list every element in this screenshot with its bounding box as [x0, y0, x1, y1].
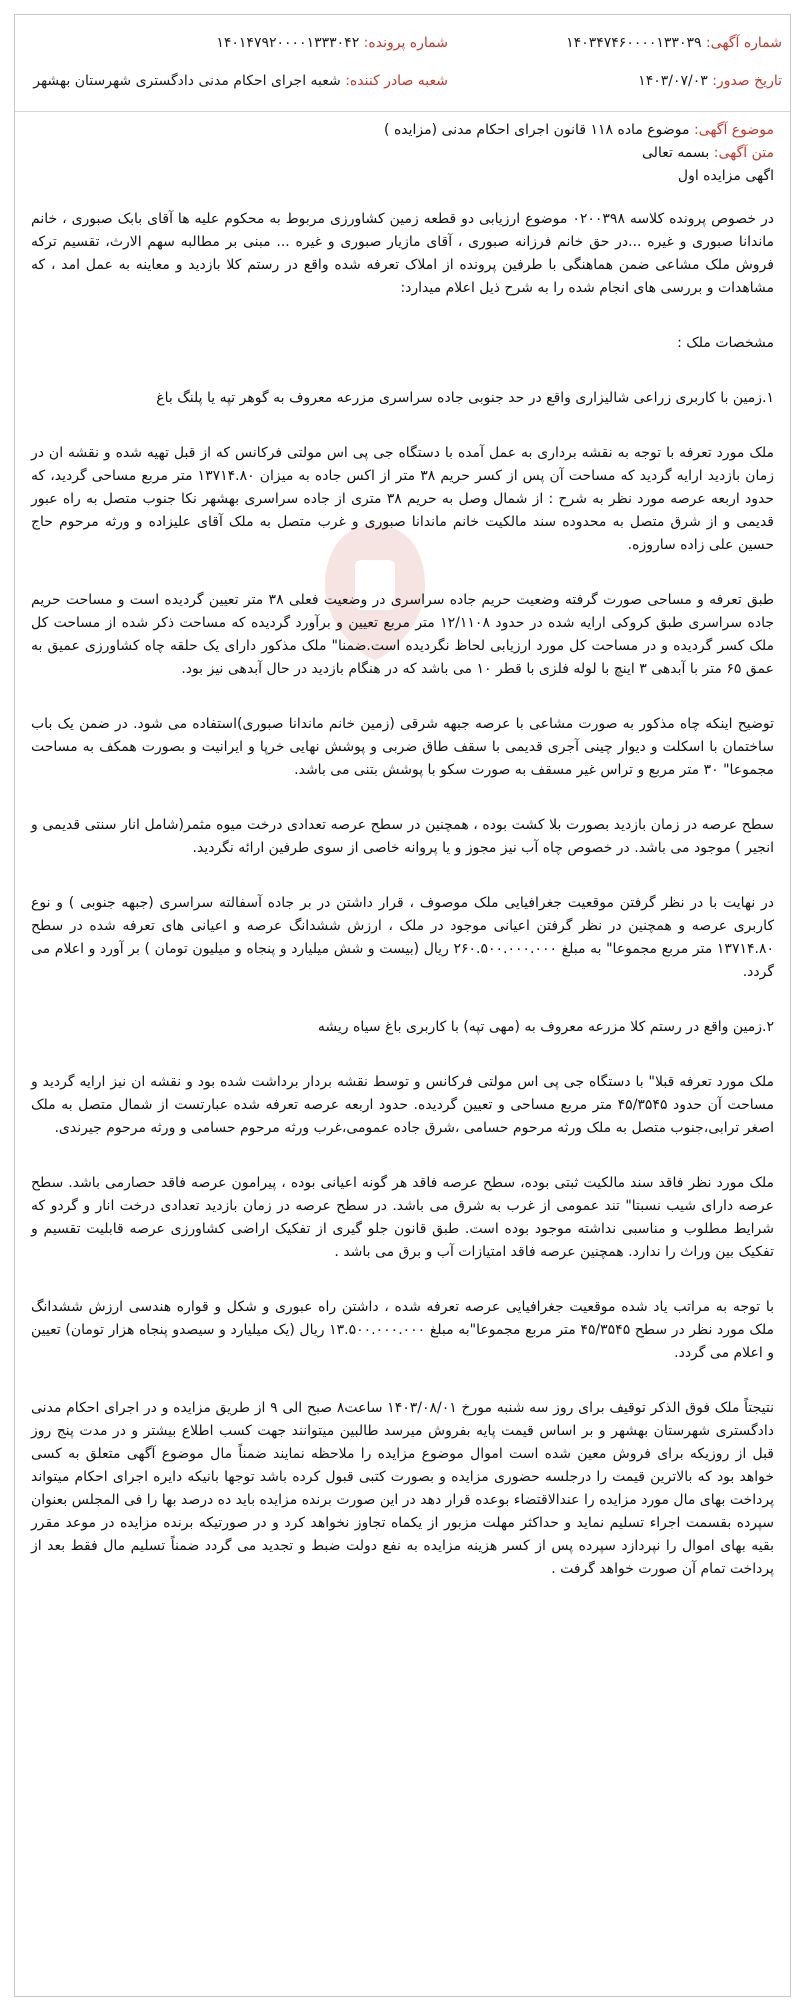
- property-2-condition: ملک مورد نظر فاقد سند مالکیت ثبتی بوده، سطح عرصه فاقد هر گونه اعیانی بوده ، پیرامون عرصه فاقد حصارمی باشد. سطح عرصه دارای شیب نسبتا" تند عمومی از غرب به شرق می باشد. در سطح عرصه در زمان بازدید تعدادی درخت انار و گردو که شرایط مطلوب و مناسبی نداشته موجود بوده است. طبق قانون جلو گیری از تفکیک اراضی کشاورزی عرصه قابلیت تقسیم و تفکیک بین وراث را ندارد. همچنین عرصه فاقد امتیازات آب و برق می باشد .: [31, 1175, 774, 1260]
- text-label: متن آگهی:: [713, 145, 774, 161]
- property-1-description: ملک مورد تعرفه با توجه به نقشه برداری به عمل آمده با دستگاه جی پی اس مولتی فرکانس که از قبل تهیه شده و نقشه ان در زمان بازدید ارایه گردید که مساحت آن پس از کسر حریم ۳۸ متر از اکس جاده به میزان ۱۳۷۱۴.۸۰ متر مربع مساحی گردید، که حدود اربعه عرصه مورد نظر به شرح : از شمال وصل به حریم ۳۸ متری از جاده سراسری بهشهر نکا جنوب متصل به راه عبور قدیمی و از شرق متصل به محدوده سند مالکیت خانم ماندانا صبوری و غرب متصل به ملک آقای علیزاده و ورثه مرحوم حاج حسین علی زاده ساروزه.: [31, 445, 774, 553]
- property-1-surface: سطح عرصه در زمان بازدید بصورت بلا کشت بوده ، همچنین در سطح عرصه تعدادی درخت میوه مثمر(شامل انار سنتی قدیمی و انجیر ) موجود می باشد. در خصوص چاه آب نیز مجوز و یا پروانه خاصی از سوی طرفین ارائه نگردید.: [31, 817, 774, 856]
- issue-date: [638, 73, 782, 89]
- case-number-value: ۱۴۰۱۴۷۹۲۰۰۰۰۱۳۳۳۰۴۲: [216, 35, 360, 51]
- issuing-branch-value: شعبه اجرای احکام مدنی دادگستری شهرستان بهشهر: [33, 73, 341, 89]
- subject-line: [31, 119, 774, 142]
- auction-terms: نتیجتاً ملک فوق الذکر توقیف برای روز سه شنبه مورخ ۱۴۰۳/۰۸/۰۱ ساعت۸ صبح الی ۹ از طریق مزایده و در اجرای احکام مدنی دادگستری شهرستان بهشهر و بر اساس قیمت پایه بفروش میرسد طالبین میتوانند جهت کسب اطلاع بیشتر و در مدت پنج روز قبل از روزیکه برای فروش معین شده است اموال موضوع مزایده را ملاحظه نمایند ضمناً مال موضوع آگهی متعلق به کسی خواهد بود که بالاترین قیمت را درجلسه حضوری مزایده و بصورت کتبی قبول کرده باشد توجها بانیکه دایره اجرای احکام میتواند پرداخت بهای مال مورد مزایده را عندالاقتضاء بوعده قرار دهد در این صورت برنده مزایده باید ده درصد بها را فی المجلس بعنوان سپرده بقسمت اجراء تسلیم نماید و حداکثر مهلت مزبور از یکماه تجاوز نخواهد کرد و در صورتیکه برنده مزایده در موعد مقرر بقیه بهای اموال را نپردازد سپرده پس از کسر هزینه مزایده به نفع دولت ضبط و تجدید می گردد ضمناً تسلیم مال فقط بعد از پرداخت تمام آن صورت خواهد گرفت .: [31, 1400, 775, 1577]
- ad-number-label: شماره آگهی:: [705, 35, 782, 51]
- property-2-description: ملک مورد تعرفه قبلا" با دستگاه جی پی اس مولتی فرکانس و توسط نقشه بردار برداشت شده بود و نقشه ان نیز ارایه گردید و مساحت آن حدود ۴۵/۳۵۴۵ متر مربع مساحی و تعیین گردیده. حدود اربعه عرصه تعرفه شده عبارتست از شمال متصل به ملک اصغر ترابی،جنوب متصل به ملک ورثه مرحوم حسامی ،شرق جاده عمومی،غرب ورثه مرحوم حسامی و ورثه مرحوم جیرندی.: [31, 1074, 774, 1136]
- auction-title: اگهی مزایده اول: [677, 168, 774, 184]
- notice-frame: [14, 14, 791, 1997]
- notice-body: [31, 119, 774, 1581]
- case-number-label: شماره پرونده:: [363, 35, 448, 51]
- issuing-branch: [33, 73, 448, 89]
- issuing-branch-label: شعبه صادر کننده:: [345, 73, 448, 89]
- property-2-valuation: با توجه به مراتب یاد شده موقعیت جغرافیایی عرصه تعرفه شده ، داشتن راه عبوری و شکل و قواره هندسی ارزش ششدانگ ملک مورد نظر در سطح ۴۵/۳۵۴۵ متر مربع مجموعا"به مبلغ ۱۳.۵۰۰.۰۰۰.۰۰۰ ریال (یک میلیارد و سیصدو پنجاه هزار تومان) تعیین و اعلام می گردد.: [31, 1299, 774, 1361]
- case-number: [216, 35, 448, 51]
- ad-number: [566, 35, 782, 51]
- ad-number-value: ۱۴۰۳۴۷۴۶۰۰۰۰۱۳۳۰۳۹: [566, 35, 702, 51]
- paragraph-intro: در خصوص پرونده کلاسه ۰۲۰۰۳۹۸ موضوع ارزیابی دو قطعه زمین کشاورزی مربوط به محکوم علیه ها آقای بابک صبوری ، خانم ماندانا صبوری و غیره ...در حق خانم فرزانه صبوری ، آقای مازیار صبوری و غیره ... مبنی بر مطالبه سهم الارث، تقسیم ترکه فروش ملک مشاعی ضمن هماهنگی با طرفین پرونده از املاک تعرفه شده واقع در رستم کلا بازدید و معاینه به عمل امد ، که مشاهدات و بررسی های انجام شده را به شرح ذیل اعلام میدارد:: [31, 211, 774, 296]
- property-1-valuation: در نهایت با در نظر گرفتن موقعیت جغرافیایی ملک موصوف ، قرار داشتن در بر جاده آسفالته سراسری (جبهه جنوبی ) و نوع کاربری عرصه و همچنین در نظر گرفتن اعیانی موجود در ملک ، ارزش ششدانگ عرصه و اعیانی های تعرفه شده در سطح ۱۳۷۱۴.۸۰ متر مربع مجموعا" به مبلغ ۲۶۰.۵۰۰.۰۰۰.۰۰۰ ریال (بیست و شش میلیارد و پنجاه و میلیون تومان ) بر آورد و اعلام می گردد.: [31, 895, 774, 980]
- property-1-survey: طبق تعرفه و مساحی صورت گرفته وضعیت حریم جاده سراسری در وضعیت فعلی ۳۸ متر تعیین گردیده است و مساحت حریم جاده سراسری طبق کروکی ارایه شده در حدود ۱۲/۱۱۰۸ متر مربع تعیین و برآورد گردیده که مساحت ذکر شده از مساحت کل ملک کسر گردیده و در مساحت کل مورد ارزیابی لحاظ نگردیده است.ضمنا" ملک مذکور دارای یک حلقه چاه کشاورزی عمیق به عمق ۶۵ متر با آبدهی ۳ اینچ با لوله فلزی با قطر ۱۰ می باشد که در هنگام بازدید در حال آبدهی نیز بود.: [31, 592, 775, 677]
- subject-label: موضوع آگهی:: [693, 122, 774, 138]
- property-1-well-building: توضیح اینکه چاه مذکور به صورت مشاعی با عرصه جبهه شرقی (زمین خانم ماندانا صبوری)استفاده می شود. در ضمن یک باب ساختمان با اسکلت و دیوار چینی آجری قدیمی با سقف طاق ضربی و پوشش نهایی خرپا و ایرانیت و بصورت همکف به مساحت مجموعا" ۳۰ متر مربع و تراس غیر مسقف به صورت سکو با پوشش بتنی می باشد.: [31, 716, 774, 778]
- basmala: بسمه تعالی: [642, 145, 710, 161]
- issue-date-value: ۱۴۰۳/۰۷/۰۳: [638, 73, 708, 89]
- text-line: [31, 142, 774, 165]
- subject-value: موضوع ماده ۱۱۸ قانون اجرای احکام مدنی (مزایده ): [384, 122, 690, 138]
- issue-date-label: تاریخ صدور:: [712, 73, 782, 89]
- property-1-title: ۱.زمین با کاربری زراعی شالیزاری واقع در حد جنوبی جاده سراسری مزرعه معروف به گوهر تپه یا پلنگ باغ: [156, 390, 774, 406]
- notice-header: [15, 15, 790, 112]
- property-specs-heading: مشخصات ملک :: [677, 335, 774, 351]
- property-2-title: ۲.زمین واقع در رستم کلا مزرعه معروف به (مهی تپه) با کاربری باغ سیاه ریشه: [317, 1019, 774, 1035]
